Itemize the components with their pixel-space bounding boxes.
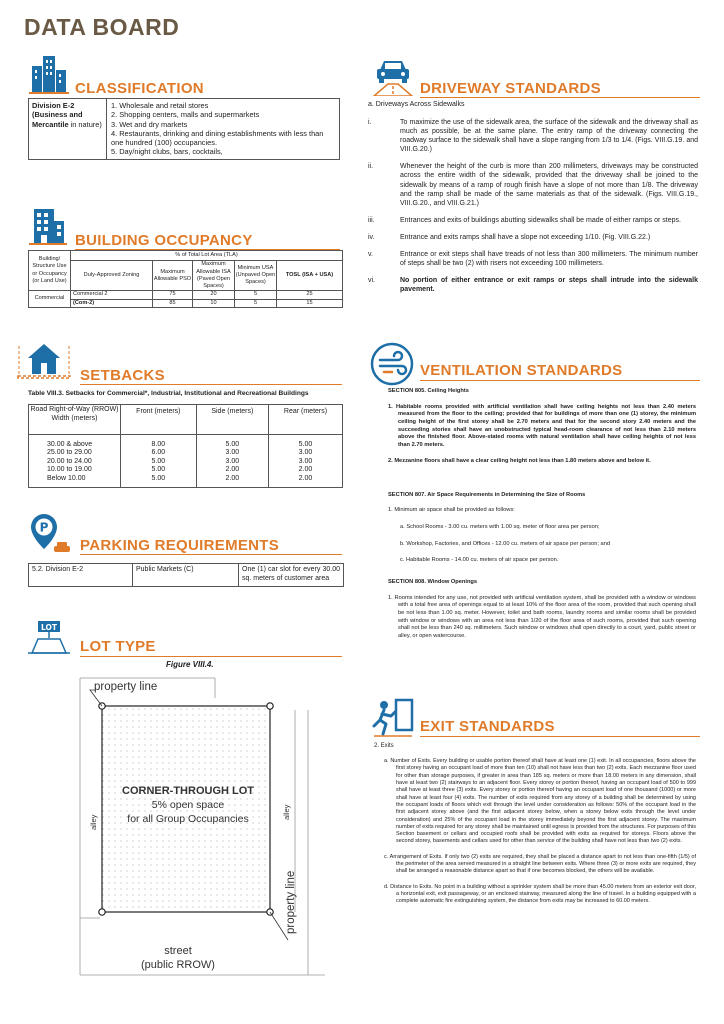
ventilation-title: VENTILATION STANDARDS [420,362,623,379]
parking-table [28,563,344,587]
house-icon [16,340,72,384]
section-805-item-1: 1. Habitable rooms provided with artificial ventilation shall have ceiling heights not less than 2.40 meters measured from the floor to the ceiling; provided that for buildings of more than one (1) storey, the minimum ceiling height of the first storey shall be 2.70 meters and that for the second story 2.40 meters and the succeeding stories shall have an unobstructed typical head-room clearance of not less than 2.10 meters above the finished floor. Above-stated rooms with natural ventilation shall have ceiling heights of not less than 2.70 meters. [388,403,696,449]
occupancy-usa: 5 [235,299,277,307]
alley-right-label: alley [282,804,291,820]
driveway-item [368,233,698,242]
setbacks-rear: 3.00 [298,449,313,457]
occupancy-isa: 20 [193,291,235,299]
item-number: i. [368,119,372,126]
exit-item-d: d. Distance to Exits. No point in a building without a sprinkler system shall be more than 45.00 meters from an exterior exit door, a horizontal exit, exit passageway, or an enclosed stairway, measured along the line of travel. In a building equipped with a complete automatic fire extinguishing system, the distance from exits may be increased to 60.00 meters. [384,883,696,905]
lot-type-underline [80,656,342,657]
classification-uses [107,99,340,160]
exit-icon [372,698,414,738]
item-text: To maximize the use of the sidewalk area, the surface of the sidewalk and the driveway shall as much as possible, be at the same plane. The entry ramp of the driveway connecting the roadway surface to the sidewalk shall have a slope ranging from 1/3 to 1/4. (Figs. VIII.G.19. and VIII.G.20.) [400,119,698,154]
lot-corner-marker [267,703,273,709]
occupancy-zone: Commercial 2 [71,291,153,299]
section-807-item-c: c. Habitable Rooms - 14.00 cu. meters of air space per person. [400,557,559,564]
driveway-title: DRIVEWAY STANDARDS [420,80,601,97]
lot-corner-marker [99,909,105,915]
occupancy-usa: 5 [235,291,277,299]
driveway-item [368,250,698,268]
section-805-item-2: 2. Mezzanine floors shall have a clear ceiling height not less than 1.80 meters above and below it. [388,457,651,464]
section-808-heading: SECTION 808. Window Openings [388,578,478,585]
ventilation-underline [420,380,700,381]
occupancy-h-usa: Minimum USA (Unpaved Open Spaces) [235,261,277,291]
occupancy-table [28,250,343,308]
setbacks-front: 5.00 [151,474,166,482]
setbacks-rear: 5.00 [298,441,313,448]
setbacks-fronts [121,435,197,488]
buildings-icon [28,52,70,94]
lot-type-title: LOT TYPE [80,638,156,655]
exit-item-c: c. Arrangement of Exits. If only two (2) exits are required, they shall be placed a distance apart to not less than one-fifth (1/5) of the perimeter of the area served measured in a straight line between exits. Where three (3) or more exits are required, they shall be arranged a reasonable distance apart so that if one becomes blocked, the others will be available. [384,853,696,875]
section-807-heading: SECTION 807. Air Space Requirements in Determining the Size of Rooms [388,491,586,498]
occupancy-title: BUILDING OCCUPANCY [75,232,253,249]
svg-text:P: P [39,520,49,535]
item-number: iii. [368,216,375,224]
use-item: 5. Day/night clubs, bars, cocktails, [111,147,223,157]
setbacks-title: SETBACKS [80,367,165,384]
figure-caption: Figure VIII.4. [166,660,214,669]
occupancy-use: Commercial [29,291,71,308]
property-line-right-label: property line [285,870,297,934]
exit-body [384,758,696,906]
car-road-icon [370,54,416,96]
section-808-item-1: 1. Rooms intended for any use, not provided with artificial ventilation system, shall be provided with a window or windows with a total free area of openings equal to at least 10% of the floor area of the room, provided that such opening shall be not less than 1.00 sq. meter. However, toilet and bath rooms, laundry rooms and similar rooms shall be provided with window or windows with an area not less than 1/20 of the floor area of such rooms, provided that such opening shall not be less than 240 sq. millimeters. Such window or windows shall open directly to a court, yard, public street or alley, or open watercourse. [388,594,696,640]
setbacks-caption: Table VIII.3. Setbacks for Commercial*, Industrial, Institutional and Recreational Buildings [28,390,309,397]
driveway-intro: a. Driveways Across Sidewalks [368,101,465,108]
lot-icon [26,620,72,656]
driveway-item [368,162,698,207]
classification-division: Division E-2 (Business and Mercantile in nature) [29,99,107,160]
item-text: No portion of either entrance or exit ramps or steps shall intrude into the sidewalk pavement. [400,277,698,294]
occupancy-isa: 10 [193,299,235,307]
occupancy-tosl: 15 [277,299,343,307]
section-807-item-b: b. Workshop, Factories, and Offices - 12.00 cu. meters of air space per person; and [400,540,611,547]
use-item: 2. Shopping centers, malls and supermarkets [111,110,260,120]
setbacks-front: 8.00 [151,441,166,448]
use-item: 4. Restaurants, drinking and dining establishments with less than one hundred (100) occupancies. [111,128,324,147]
setbacks-width: 20.00 to 24.00 [47,457,92,465]
setbacks-front: 5.00 [151,466,166,474]
driveway-list [368,118,698,302]
setbacks-side: 3.00 [225,457,240,465]
setbacks-underline [80,384,342,385]
setbacks-width: 25.00 to 29.00 [47,449,92,457]
setbacks-width: Below 10.00 [47,474,86,482]
parking-icon [28,512,72,556]
page-title: DATA BOARD [24,14,180,40]
setbacks-sides [196,435,268,488]
setbacks-front: 5.00 [151,457,166,465]
occupancy-h-pso: Maximum Allowable PSO [153,261,193,291]
section-805-heading: SECTION 805. Ceiling Heights [388,388,469,394]
setbacks-table [28,404,343,488]
street-label: street [164,945,192,957]
property-line-top-label: property line [94,681,158,693]
occupancy-h-zoning: Duly-Approved Zoning [71,261,153,291]
lot-icon-label: LOT [40,623,58,632]
driveway-item [368,276,698,294]
setbacks-rear: 2.00 [298,466,313,474]
driveway-item [368,216,698,225]
setbacks-side: 2.00 [225,466,240,474]
lot-open-space: 5% open space [151,799,225,811]
setbacks-width: 30.00 & above [47,441,93,448]
parking-underline [80,554,342,555]
setbacks-h-road: Road Right-of-Way (RROW) Width (meters) [29,405,121,435]
exit-heading: 2. Exits [374,743,394,749]
parking-requirement: One (1) car slot for every 30.00 sq. meters of customer area [239,564,344,587]
item-number: vi. [368,277,375,285]
lot-groups: for all Group Occupancies [127,813,249,825]
parking-title: PARKING REQUIREMENTS [80,537,280,554]
setbacks-rear: 3.00 [298,457,313,465]
setbacks-side: 5.00 [225,441,240,448]
exit-underline [420,736,700,737]
street-sub-label: (public RROW) [141,959,215,971]
parking-use: Public Markets (C) [133,564,239,587]
item-text: Entrance or exit steps shall have treads of not less than 300 millimeters. The minimum number of steps shall be two (2) with risers not exceeding 100 millimeters. [400,251,698,268]
setbacks-width: 10.00 to 19.00 [47,466,92,474]
item-text: Entrance and exits ramps shall have a slope not exceeding 1/10. (Fig. VIII.G.22.) [400,233,651,241]
setbacks-front: 6.00 [151,449,166,457]
setbacks-rears [268,435,342,488]
setbacks-h-rear: Rear (meters) [268,405,342,435]
exit-item-a: a. Number of Exits. Every building or usable portion thereof shall have at least one (1) exit. In all occupancies, floors above the first storey having an occupant load of more than ten (10) shall not have less than two (2) exits. Each mezzanine floor used for other than storage purposes, if greater in area than 185 sq. meters or more than 18.00 meters in any dimension, shall have at least two (2) stairways to an adjacent floor. Every storey or portion thereof, having an occupant load of 500 to 999 shall have at least three (3) exits. Every storey or portion thereof having an occupant load of one thousand (1000) or more shall have at least four (4) exits. The number of exits required from any storey of a building shall be determined by using the occupant loads of floors which exit through the level under consideration as follows: 50% of the occupant load in the first adjacent storey above (and the first adjacent storey below, when a storey below exits through the level under consideration) and 25% of the occupant load in the storey immediately beyond the first adjacent storey. The maximum number of exits required for any storey shall be maintained until egress is provided from the structures. For purposes of this Section basement or cellars and occupied roofs shall be provided with exits as required for storeys. Floors above the second storey, basements and cellars used for other than service of the building shall have not less than two (2) exits. [384,758,696,845]
item-number: ii. [368,163,374,171]
parking-division: 5.2. Division E-2 [29,564,133,587]
occupancy-h-isa: Maximum Allowable ISA (Paved Open Spaces) [193,261,235,291]
setbacks-widths [29,435,121,488]
setbacks-side: 2.00 [225,474,240,482]
lot-diagram [70,670,330,980]
use-item: 3. Wet and dry markets [111,119,188,129]
classification-title: CLASSIFICATION [75,80,204,97]
alley-left-label: alley [89,814,98,830]
item-number: iv. [368,233,375,241]
use-item: 1. Wholesale and retail stores [111,101,209,110]
occupancy-pso: 75 [153,291,193,299]
occupancy-zone: (Com-2) [71,299,153,307]
occupancy-pso: 85 [153,299,193,307]
item-number: v. [368,251,373,259]
section-807-item-a: a. School Rooms - 3.00 cu. meters with 1.00 sq. meter of floor area per person; [400,523,600,530]
exit-title: EXIT STANDARDS [420,718,555,735]
item-text: Whenever the height of the curb is more than 200 millimeters, driveways may be constructed across the entire width of the sidewalk, provided that the driveway shall be joined to the sidewalk by means of a ramp of rough finish have a slope of not more than 1/8. The driveway and the ramp shall be made of the same materials as that of the sidewalk. (Figs. VIII.G.19., VIII.G.20., and VIII.G.21.) [400,163,698,207]
section-807-item-1: 1. Minimum air space shall be provided as follows: [388,507,515,514]
driveway-item [368,118,698,154]
driveway-underline [420,97,700,98]
setbacks-side: 3.00 [225,449,240,457]
setbacks-h-side: Side (meters) [196,405,268,435]
lot-name: CORNER-THROUGH LOT [122,785,254,797]
occupancy-h-tosl: TOSL (ISA + USA) [277,261,343,291]
occupancy-tosl: 25 [277,291,343,299]
building-icon [28,205,68,245]
setbacks-rear: 2.00 [298,474,313,482]
ventilation-icon [370,342,414,386]
item-text: Entrances and exits of buildings abutting sidewalks shall be made of either ramps or steps. [400,216,681,224]
occupancy-h-tla: % of Total Lot Area (TLA) [71,251,343,261]
classification-table [28,98,340,160]
setbacks-h-front: Front (meters) [121,405,197,435]
occupancy-h-building: Building/ Structure Use or Occupancy (or Land Use) [29,251,71,291]
ventilation-body [388,388,696,647]
